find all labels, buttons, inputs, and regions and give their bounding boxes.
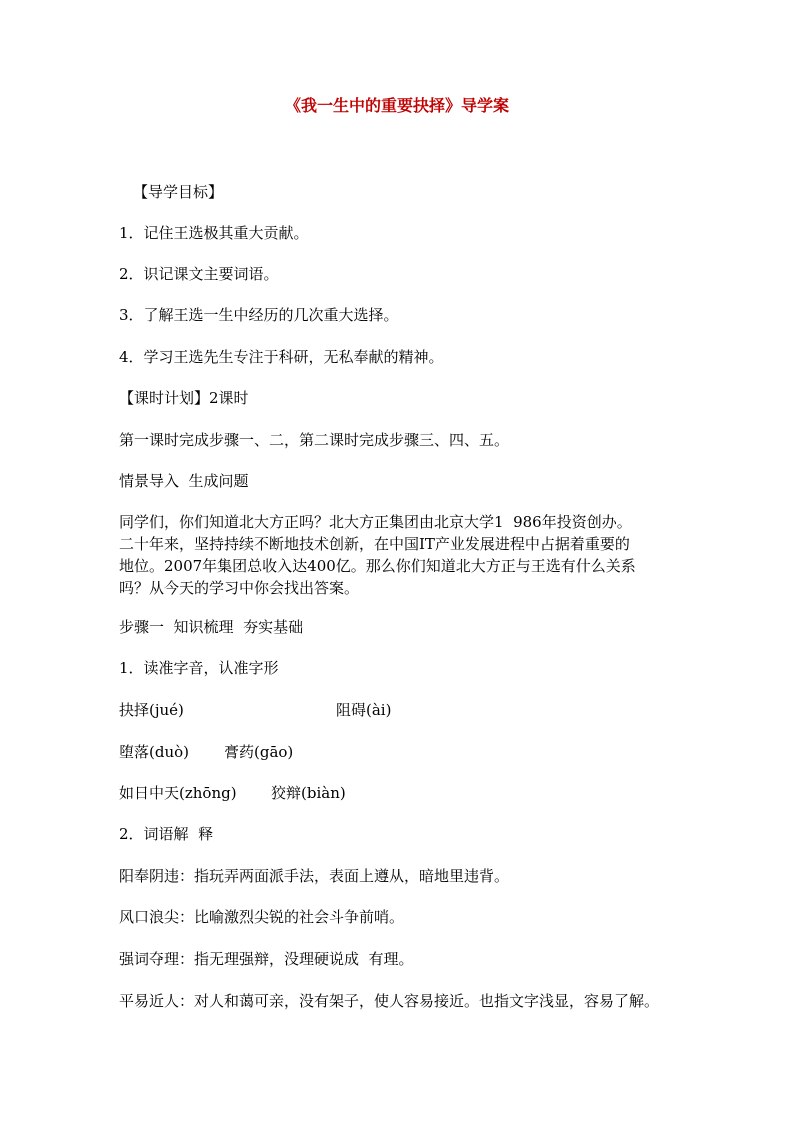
plan-text: 第一课时完成步骤一、二，第二课时完成步骤三、四、五。 [119,431,510,449]
goal-item-4: 4．学习王选先生专注于科研，无私奉献的精神。 [119,348,444,366]
pinyin-item-rurizhongtian: 如日中天(zhōng) [119,784,237,802]
document-title: 《我一生中的重要抉择》导学案 [284,96,509,115]
intro-heading: 情景导入 生成问题 [119,472,249,490]
definition-2: 风口浪尖：比喻激烈尖锐的社会斗争前哨。 [119,908,405,926]
sub-heading-definitions: 2．词语解 释 [119,825,214,843]
pinyin-item-duoluo: 堕落(duò) [119,743,189,761]
goal-item-3: 3．了解王选一生中经历的几次重大选择。 [119,306,399,324]
pinyin-item-jiaobian: 狡辩(biàn) [271,784,346,802]
intro-line-1: 同学们，你们知道北大方正吗？北大方正集团由北京大学1 986年投资创办。 [119,513,632,531]
pinyin-item-jueze: 抉择(jué) [119,701,184,719]
plan-heading: 【课时计划】2课时 [119,389,249,407]
definition-3: 强词夺理：指无理强辩，没理硬说成 有理。 [119,950,414,968]
step1-heading: 步骤一 知识梳理 夯实基础 [119,618,304,636]
intro-paragraph [119,511,679,599]
sub-heading-pronunciation: 1．读准字音，认准字形 [119,659,279,677]
intro-line-2: 二十年来，坚持持续不断地技术创新，在中国IT产业发展进程中占据着重要的 [119,535,630,553]
goal-item-1: 1．记住王选极其重大贡献。 [119,224,309,242]
goal-item-2: 2．识记课文主要词语。 [119,265,279,283]
goals-heading: 【导学目标】 [133,183,224,201]
intro-line-3: 地位。2007年集团总收入达400亿。那么你们知道北大方正与王选有什么关系 [119,557,636,575]
definition-4: 平易近人：对人和蔼可亲，没有架子，使人容易接近。也指文字浅显，容易了解。 [119,992,660,1010]
pinyin-item-gaoyao: 膏药(gāo) [224,743,294,761]
definition-1: 阳奉阴违：指玩弄两面派手法，表面上遵从，暗地里违背。 [119,867,510,885]
pinyin-item-zuai: 阻碍(ài) [336,701,392,719]
intro-line-4: 吗？从今天的学习中你会找出答案。 [119,579,360,597]
